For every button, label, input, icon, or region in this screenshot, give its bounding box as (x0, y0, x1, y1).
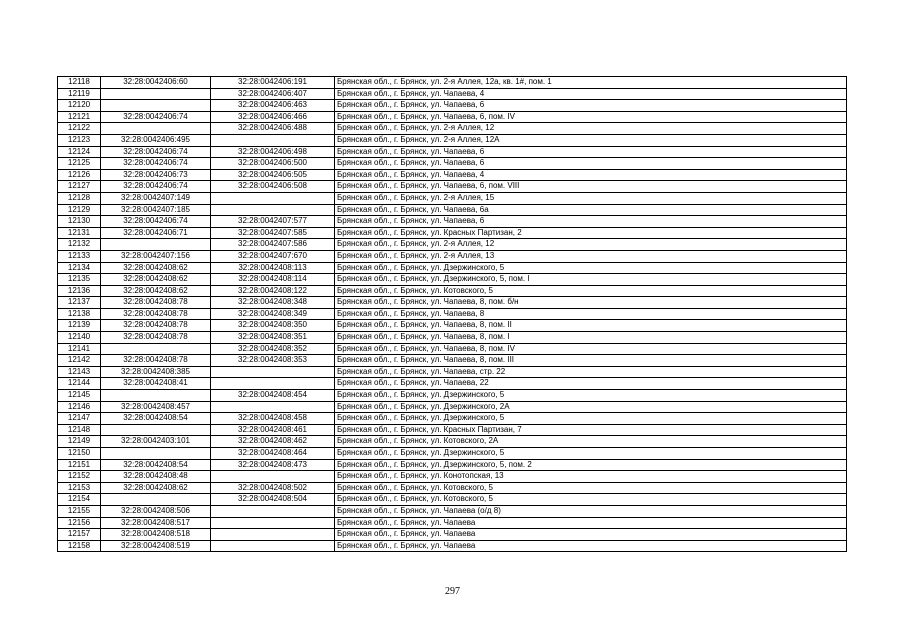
object-cadastral-cell: 32:28:0042406:488 (211, 123, 335, 135)
table-row (58, 529, 847, 541)
address-cell: Брянская обл., г. Брянск, ул. 2-я Аллея, 12 (335, 239, 847, 251)
row-number-cell: 12123 (58, 134, 101, 146)
table-row (58, 332, 847, 344)
row-number-cell: 12139 (58, 320, 101, 332)
land-cadastral-cell: 32:28:0042407:156 (101, 250, 211, 262)
object-cadastral-cell: 32:28:0042408:454 (211, 390, 335, 402)
address-cell: Брянская обл., г. Брянск, ул. Чапаева, 6а (335, 204, 847, 216)
land-cadastral-cell (101, 494, 211, 506)
table-row (58, 146, 847, 158)
table-row (58, 192, 847, 204)
table-row (58, 285, 847, 297)
row-number-cell: 12143 (58, 366, 101, 378)
row-number-cell: 12122 (58, 123, 101, 135)
row-number-cell: 12144 (58, 378, 101, 390)
table-row (58, 424, 847, 436)
address-cell: Брянская обл., г. Брянск, ул. Конотопская, 13 (335, 471, 847, 483)
row-number-cell: 12129 (58, 204, 101, 216)
land-cadastral-cell: 32:28:0042407:185 (101, 204, 211, 216)
table-row (58, 390, 847, 402)
land-cadastral-cell: 32:28:0042406:73 (101, 169, 211, 181)
table-row (58, 158, 847, 170)
row-number-cell: 12134 (58, 262, 101, 274)
table-row (58, 169, 847, 181)
address-cell: Брянская обл., г. Брянск, ул. Чапаева, 6 (335, 146, 847, 158)
table-row (58, 459, 847, 471)
address-cell: Брянская обл., г. Брянск, ул. 2-я Аллея, 15 (335, 192, 847, 204)
row-number-cell: 12157 (58, 529, 101, 541)
row-number-cell: 12156 (58, 517, 101, 529)
address-cell: Брянская обл., г. Брянск, ул. Чапаева (335, 529, 847, 541)
table-row (58, 227, 847, 239)
table-row (58, 540, 847, 552)
row-number-cell: 12154 (58, 494, 101, 506)
object-cadastral-cell: 32:28:0042408:350 (211, 320, 335, 332)
address-cell: Брянская обл., г. Брянск, ул. 2-я Аллея, 13 (335, 250, 847, 262)
row-number-cell: 12130 (58, 216, 101, 228)
table-row (58, 448, 847, 460)
object-cadastral-cell: 32:28:0042406:508 (211, 181, 335, 193)
object-cadastral-cell (211, 471, 335, 483)
address-cell: Брянская обл., г. Брянск, ул. Чапаева, стр. 22 (335, 366, 847, 378)
row-number-cell: 12121 (58, 111, 101, 123)
address-cell: Брянская обл., г. Брянск, ул. Дзержинского, 5 (335, 262, 847, 274)
land-cadastral-cell (101, 239, 211, 251)
row-number-cell: 12126 (58, 169, 101, 181)
address-cell: Брянская обл., г. Брянск, ул. Чапаева, 22 (335, 378, 847, 390)
object-cadastral-cell: 32:28:0042407:577 (211, 216, 335, 228)
row-number-cell: 12158 (58, 540, 101, 552)
address-cell: Брянская обл., г. Брянск, ул. Чапаева (о/д 8) (335, 505, 847, 517)
object-cadastral-cell: 32:28:0042406:505 (211, 169, 335, 181)
object-cadastral-cell: 32:28:0042406:407 (211, 88, 335, 100)
object-cadastral-cell: 32:28:0042406:463 (211, 100, 335, 112)
table-row (58, 274, 847, 286)
address-cell: Брянская обл., г. Брянск, ул. Дзержинского, 5, пом. 2 (335, 459, 847, 471)
address-cell: Брянская обл., г. Брянск, ул. Котовского, 5 (335, 482, 847, 494)
address-cell: Брянская обл., г. Брянск, ул. 2-я Аллея, 12А (335, 134, 847, 146)
row-number-cell: 12151 (58, 459, 101, 471)
land-cadastral-cell: 32:28:0042408:62 (101, 482, 211, 494)
address-cell: Брянская обл., г. Брянск, ул. Дзержинского, 2А (335, 401, 847, 413)
object-cadastral-cell: 32:28:0042408:348 (211, 297, 335, 309)
table-row (58, 123, 847, 135)
address-cell: Брянская обл., г. Брянск, ул. Чапаева (335, 540, 847, 552)
table-row (58, 88, 847, 100)
object-cadastral-cell: 32:28:0042408:502 (211, 482, 335, 494)
row-number-cell: 12128 (58, 192, 101, 204)
row-number-cell: 12119 (58, 88, 101, 100)
object-cadastral-cell: 32:28:0042407:670 (211, 250, 335, 262)
row-number-cell: 12124 (58, 146, 101, 158)
row-number-cell: 12155 (58, 505, 101, 517)
object-cadastral-cell: 32:28:0042408:349 (211, 308, 335, 320)
row-number-cell: 12127 (58, 181, 101, 193)
object-cadastral-cell: 32:28:0042408:504 (211, 494, 335, 506)
address-cell: Брянская обл., г. Брянск, ул. 2-я Аллея, 12 (335, 123, 847, 135)
address-cell: Брянская обл., г. Брянск, ул. 2-я Аллея, 12а, кв. 1#, пом. 1 (335, 77, 847, 89)
land-cadastral-cell: 32:28:0042408:506 (101, 505, 211, 517)
land-cadastral-cell: 32:28:0042408:54 (101, 413, 211, 425)
table-row (58, 250, 847, 262)
object-cadastral-cell: 32:28:0042408:114 (211, 274, 335, 286)
land-cadastral-cell: 32:28:0042408:54 (101, 459, 211, 471)
object-cadastral-cell (211, 517, 335, 529)
table-row (58, 366, 847, 378)
land-cadastral-cell: 32:28:0042408:41 (101, 378, 211, 390)
land-cadastral-cell: 32:28:0042408:385 (101, 366, 211, 378)
land-cadastral-cell: 32:28:0042408:62 (101, 262, 211, 274)
object-cadastral-cell: 32:28:0042406:498 (211, 146, 335, 158)
object-cadastral-cell: 32:28:0042407:585 (211, 227, 335, 239)
object-cadastral-cell (211, 378, 335, 390)
object-cadastral-cell (211, 134, 335, 146)
land-cadastral-cell: 32:28:0042408:62 (101, 274, 211, 286)
registry-table (57, 76, 847, 552)
table-row (58, 482, 847, 494)
table-row (58, 239, 847, 251)
address-cell: Брянская обл., г. Брянск, ул. Котовского, 2А (335, 436, 847, 448)
land-cadastral-cell: 32:28:0042408:519 (101, 540, 211, 552)
address-cell: Брянская обл., г. Брянск, ул. Красных Партизан, 2 (335, 227, 847, 239)
address-cell: Брянская обл., г. Брянск, ул. Чапаева, 6 (335, 100, 847, 112)
object-cadastral-cell: 32:28:0042406:500 (211, 158, 335, 170)
object-cadastral-cell (211, 401, 335, 413)
table-row (58, 355, 847, 367)
object-cadastral-cell (211, 505, 335, 517)
row-number-cell: 12148 (58, 424, 101, 436)
row-number-cell: 12120 (58, 100, 101, 112)
land-cadastral-cell: 32:28:0042408:78 (101, 332, 211, 344)
address-cell: Брянская обл., г. Брянск, ул. Дзержинского, 5 (335, 448, 847, 460)
land-cadastral-cell (101, 448, 211, 460)
address-cell: Брянская обл., г. Брянск, ул. Чапаева, 4 (335, 169, 847, 181)
row-number-cell: 12140 (58, 332, 101, 344)
table-row (58, 308, 847, 320)
page-number: 297 (445, 586, 460, 597)
land-cadastral-cell: 32:28:0042408:78 (101, 308, 211, 320)
address-cell: Брянская обл., г. Брянск, ул. Чапаева, 8, пом. б/н (335, 297, 847, 309)
address-cell: Брянская обл., г. Брянск, ул. Чапаева, 6, пом. IV (335, 111, 847, 123)
row-number-cell: 12141 (58, 343, 101, 355)
address-cell: Брянская обл., г. Брянск, ул. Чапаева, 8, пом. III (335, 355, 847, 367)
object-cadastral-cell (211, 366, 335, 378)
address-cell: Брянская обл., г. Брянск, ул. Котовского, 5 (335, 285, 847, 297)
address-cell: Брянская обл., г. Брянск, ул. Чапаева, 6, пом. VIII (335, 181, 847, 193)
object-cadastral-cell: 32:28:0042408:351 (211, 332, 335, 344)
land-cadastral-cell: 32:28:0042408:78 (101, 297, 211, 309)
object-cadastral-cell (211, 529, 335, 541)
row-number-cell: 12132 (58, 239, 101, 251)
address-cell: Брянская обл., г. Брянск, ул. Дзержинского, 5, пом. I (335, 274, 847, 286)
row-number-cell: 12125 (58, 158, 101, 170)
land-cadastral-cell (101, 390, 211, 402)
land-cadastral-cell (101, 424, 211, 436)
object-cadastral-cell: 32:28:0042408:352 (211, 343, 335, 355)
table-row (58, 262, 847, 274)
land-cadastral-cell: 32:28:0042406:74 (101, 216, 211, 228)
land-cadastral-cell: 32:28:0042406:74 (101, 111, 211, 123)
table-row (58, 505, 847, 517)
row-number-cell: 12136 (58, 285, 101, 297)
land-cadastral-cell: 32:28:0042408:78 (101, 320, 211, 332)
land-cadastral-cell: 32:28:0042403:101 (101, 436, 211, 448)
land-cadastral-cell: 32:28:0042406:74 (101, 181, 211, 193)
land-cadastral-cell: 32:28:0042406:74 (101, 158, 211, 170)
land-cadastral-cell: 32:28:0042406:495 (101, 134, 211, 146)
object-cadastral-cell: 32:28:0042406:191 (211, 77, 335, 89)
object-cadastral-cell: 32:28:0042406:466 (211, 111, 335, 123)
land-cadastral-cell (101, 88, 211, 100)
land-cadastral-cell: 32:28:0042406:74 (101, 146, 211, 158)
row-number-cell: 12133 (58, 250, 101, 262)
table-row (58, 343, 847, 355)
row-number-cell: 12118 (58, 77, 101, 89)
object-cadastral-cell: 32:28:0042408:473 (211, 459, 335, 471)
land-cadastral-cell: 32:28:0042408:457 (101, 401, 211, 413)
object-cadastral-cell: 32:28:0042407:586 (211, 239, 335, 251)
row-number-cell: 12150 (58, 448, 101, 460)
row-number-cell: 12146 (58, 401, 101, 413)
table-row (58, 134, 847, 146)
table-row (58, 204, 847, 216)
row-number-cell: 12152 (58, 471, 101, 483)
object-cadastral-cell: 32:28:0042408:462 (211, 436, 335, 448)
table-row (58, 181, 847, 193)
address-cell: Брянская обл., г. Брянск, ул. Котовского, 5 (335, 494, 847, 506)
object-cadastral-cell (211, 540, 335, 552)
table-row (58, 297, 847, 309)
object-cadastral-cell: 32:28:0042408:122 (211, 285, 335, 297)
address-cell: Брянская обл., г. Брянск, ул. Чапаева, 6 (335, 158, 847, 170)
address-cell: Брянская обл., г. Брянск, ул. Дзержинского, 5 (335, 390, 847, 402)
row-number-cell: 12147 (58, 413, 101, 425)
land-cadastral-cell (101, 343, 211, 355)
land-cadastral-cell: 32:28:0042408:78 (101, 355, 211, 367)
table-row (58, 100, 847, 112)
object-cadastral-cell (211, 192, 335, 204)
table-row (58, 401, 847, 413)
land-cadastral-cell: 32:28:0042407:149 (101, 192, 211, 204)
row-number-cell: 12138 (58, 308, 101, 320)
table-row (58, 413, 847, 425)
land-cadastral-cell (101, 123, 211, 135)
table-row (58, 471, 847, 483)
address-cell: Брянская обл., г. Брянск, ул. Чапаева, 8 (335, 308, 847, 320)
object-cadastral-cell: 32:28:0042408:464 (211, 448, 335, 460)
address-cell: Брянская обл., г. Брянск, ул. Чапаева (335, 517, 847, 529)
table-row (58, 436, 847, 448)
address-cell: Брянская обл., г. Брянск, ул. Чапаева, 6 (335, 216, 847, 228)
table-row (58, 77, 847, 89)
object-cadastral-cell: 32:28:0042408:353 (211, 355, 335, 367)
object-cadastral-cell: 32:28:0042408:461 (211, 424, 335, 436)
row-number-cell: 12135 (58, 274, 101, 286)
object-cadastral-cell: 32:28:0042408:113 (211, 262, 335, 274)
table-row (58, 378, 847, 390)
row-number-cell: 12142 (58, 355, 101, 367)
address-cell: Брянская обл., г. Брянск, ул. Чапаева, 4 (335, 88, 847, 100)
land-cadastral-cell: 32:28:0042408:518 (101, 529, 211, 541)
table-row (58, 494, 847, 506)
address-cell: Брянская обл., г. Брянск, ул. Чапаева, 8, пом. II (335, 320, 847, 332)
object-cadastral-cell: 32:28:0042408:458 (211, 413, 335, 425)
land-cadastral-cell (101, 100, 211, 112)
row-number-cell: 12145 (58, 390, 101, 402)
land-cadastral-cell: 32:28:0042406:60 (101, 77, 211, 89)
land-cadastral-cell: 32:28:0042408:62 (101, 285, 211, 297)
row-number-cell: 12153 (58, 482, 101, 494)
address-cell: Брянская обл., г. Брянск, ул. Чапаева, 8, пом. I (335, 332, 847, 344)
table-row (58, 517, 847, 529)
row-number-cell: 12137 (58, 297, 101, 309)
land-cadastral-cell: 32:28:0042408:517 (101, 517, 211, 529)
table-row (58, 111, 847, 123)
row-number-cell: 12131 (58, 227, 101, 239)
address-cell: Брянская обл., г. Брянск, ул. Чапаева, 8, пом. IV (335, 343, 847, 355)
address-cell: Брянская обл., г. Брянск, ул. Красных Партизан, 7 (335, 424, 847, 436)
table-row (58, 216, 847, 228)
address-cell: Брянская обл., г. Брянск, ул. Дзержинского, 5 (335, 413, 847, 425)
registry-table-body (58, 77, 847, 552)
land-cadastral-cell: 32:28:0042408:48 (101, 471, 211, 483)
table-row (58, 320, 847, 332)
row-number-cell: 12149 (58, 436, 101, 448)
land-cadastral-cell: 32:28:0042406:71 (101, 227, 211, 239)
object-cadastral-cell (211, 204, 335, 216)
